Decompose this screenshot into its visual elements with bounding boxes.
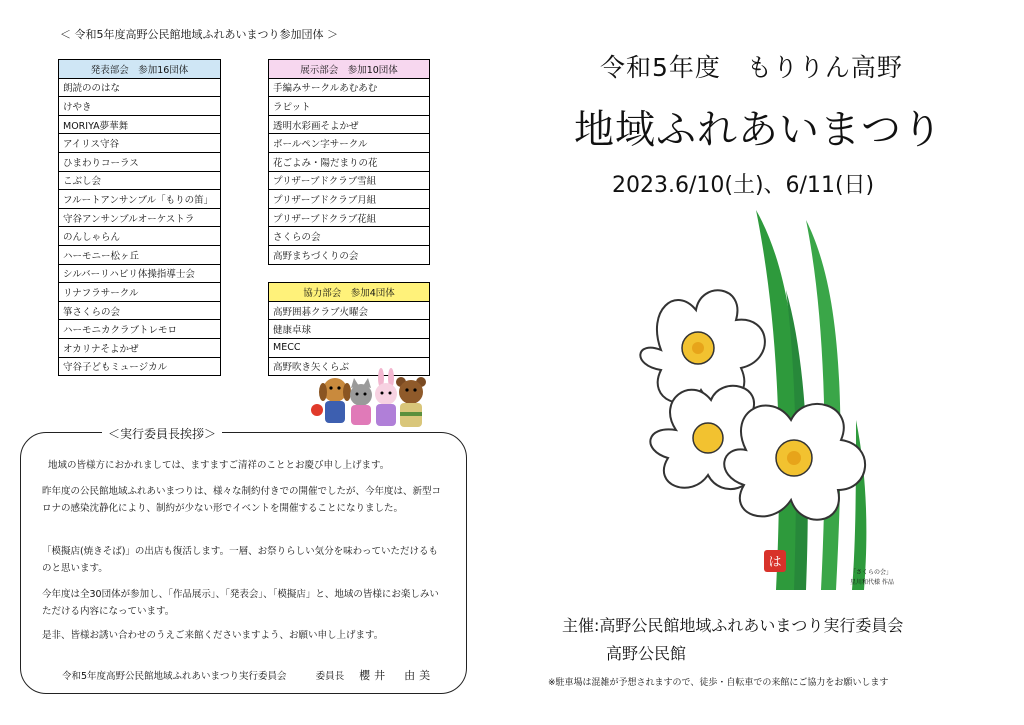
- table-row: [59, 97, 221, 116]
- organizer-line-1: 主催:高野公民館地域ふれあいまつり実行委員会: [562, 616, 904, 635]
- group-name-cell: プリザーブドクラブ雪組: [269, 171, 430, 190]
- table-row: [59, 301, 221, 320]
- group-name-cell: 健康卓球: [269, 320, 430, 339]
- table-row: [59, 208, 221, 227]
- signature-role: 委員長: [315, 671, 345, 682]
- group-name-cell: ラピット: [269, 97, 430, 116]
- group-name-cell: アイリス守谷: [59, 134, 221, 153]
- table-row: [269, 152, 430, 171]
- exhibition-table: [268, 59, 430, 376]
- table-row: [59, 283, 221, 302]
- group-name-cell: オカリナそよかぜ: [59, 338, 221, 357]
- group-name-cell: ハーモニカクラブトレモロ: [59, 320, 221, 339]
- table-row: [269, 134, 430, 153]
- daffodil-flower-icon: [724, 404, 865, 520]
- mascot-characters-illustration: [305, 368, 435, 434]
- table-row: [269, 115, 430, 134]
- group-name-cell: 箏さくらの会: [59, 301, 221, 320]
- table-row: [59, 245, 221, 264]
- dog-character-icon: [311, 378, 351, 423]
- table-row: [59, 134, 221, 153]
- table-row: [269, 97, 430, 116]
- cooperation-rows: [269, 301, 430, 375]
- table-row: [59, 115, 221, 134]
- greeting-title: ＜実行委員長挨拶＞: [102, 425, 222, 442]
- table-row: [269, 208, 430, 227]
- table-row: [269, 78, 430, 97]
- exhibition-header: 展示部会 参加10団体: [269, 60, 430, 79]
- table-row: [59, 227, 221, 246]
- group-name-cell: さくらの会: [269, 227, 430, 246]
- group-name-cell: シルバーリハビリ体操指導士会: [59, 264, 221, 283]
- artwork-caption: [850, 568, 894, 588]
- cat-character-icon: [350, 378, 372, 425]
- group-name-cell: プリザーブドクラブ月組: [269, 190, 430, 209]
- table-row: [59, 190, 221, 209]
- group-name-cell: けやき: [59, 97, 221, 116]
- group-name-cell: リナフラサークル: [59, 283, 221, 302]
- cooperation-header: 協力部会 参加4団体: [269, 283, 430, 302]
- event-date: 2023.6/10(土)、6/11(日): [612, 173, 875, 198]
- group-name-cell: プリザーブドクラブ花組: [269, 208, 430, 227]
- greeting-signature: [62, 667, 434, 683]
- artwork-caption-artist: 星川和代様 作品: [850, 579, 894, 586]
- greeting-paragraph-3: 「模擬店(焼きそば)」の出店も復活します。一層、お祭りらしい気分を味わっていただけるものと思います。: [42, 546, 439, 574]
- svg-text:は: は: [768, 555, 782, 570]
- daffodil-painting: [606, 200, 906, 595]
- leaves-icon: [756, 210, 866, 590]
- group-name-cell: 守谷子どもミュージカル: [59, 357, 221, 376]
- table-row: [269, 227, 430, 246]
- table-row: [59, 171, 221, 190]
- table-row: [269, 301, 430, 320]
- greeting-paragraph-1: 地域の皆様方におかれましては、ますますご清祥のこととお慶び申し上げます。: [48, 460, 390, 471]
- group-name-cell: 花ごよみ・陽だまりの花: [269, 152, 430, 171]
- table-row: [269, 320, 430, 339]
- greeting-paragraph-4: 今年度は全30団体が参加し、「作品展示」、「発表会」、「模擬店」と、地域の皆様にお楽しみいただける内容になっています。: [42, 589, 439, 617]
- group-name-cell: 高野吹き矢くらぶ: [269, 357, 430, 376]
- table-row: [269, 190, 430, 209]
- greeting-paragraph-2: 昨年度の公民館地域ふれあいまつりは、様々な制約付きでの開催でしたが、今年度は、新型コロナの感染沈静化により、制約が少ない形でイベントを開催することになりました。: [42, 486, 442, 514]
- group-name-cell: のんしゃらん: [59, 227, 221, 246]
- rabbit-character-icon: [375, 368, 397, 426]
- group-name-cell: こぶし会: [59, 171, 221, 190]
- group-name-cell: ボールペン字サークル: [269, 134, 430, 153]
- performance-header: 発表部会 参加16団体: [59, 60, 221, 79]
- group-name-cell: 守谷アンサンブルオーケストラ: [59, 208, 221, 227]
- performance-table: [58, 59, 221, 376]
- group-name-cell: 透明水彩画そよかぜ: [269, 115, 430, 134]
- table-row: [59, 152, 221, 171]
- participant-list-title: ＜ 令和5年度高野公民館地域ふれあいまつり参加団体 ＞: [60, 28, 338, 41]
- organizer-line-2: 高野公民館: [606, 644, 687, 663]
- bear-character-icon: [396, 377, 426, 427]
- table-row: [59, 264, 221, 283]
- event-title: 地域ふれあいまつり: [574, 107, 943, 153]
- table-row: [59, 78, 221, 97]
- parking-note: ※駐車場は混雑が予想されますので、徒歩・自転車での来館にご協力をお願いします: [548, 678, 889, 688]
- table-row: [269, 338, 430, 357]
- organizer-block: [562, 612, 903, 668]
- group-name-cell: ひまわりコーラス: [59, 152, 221, 171]
- table-row: [59, 320, 221, 339]
- group-name-cell: ハーモニー松ヶ丘: [59, 245, 221, 264]
- artwork-caption-group: 「さくらの会」: [850, 569, 893, 576]
- signature-name: 櫻井 由美: [359, 669, 435, 682]
- group-name-cell: MECC: [269, 338, 430, 357]
- group-name-cell: フルートアンサンブル「もりの笛」: [59, 190, 221, 209]
- table-row: [59, 338, 221, 357]
- table-row: [269, 171, 430, 190]
- group-name-cell: 手編みサークルあむあむ: [269, 78, 430, 97]
- group-name-cell: 高野まちづくりの会: [269, 245, 430, 264]
- exhibition-rows: [269, 78, 430, 264]
- table-row: [59, 357, 221, 376]
- group-name-cell: 朗読ののはな: [59, 78, 221, 97]
- table-row: [269, 245, 430, 264]
- artist-seal-icon: [764, 550, 786, 572]
- group-name-cell: MORIYA夢華舞: [59, 115, 221, 134]
- greeting-paragraph-5: 是非、皆様お誘い合わせのうえご来館くださいますよう、お願い申し上げます。: [42, 630, 384, 641]
- table-spacer: [269, 264, 430, 283]
- group-name-cell: 高野囲碁クラブ火曜会: [269, 301, 430, 320]
- signature-org: 令和5年度高野公民館地域ふれあいまつり実行委員会: [62, 671, 287, 682]
- daffodil-flower-icon: [640, 290, 765, 402]
- performance-rows: [59, 78, 221, 376]
- event-year-line: 令和5年度 もりりん高野: [600, 53, 903, 82]
